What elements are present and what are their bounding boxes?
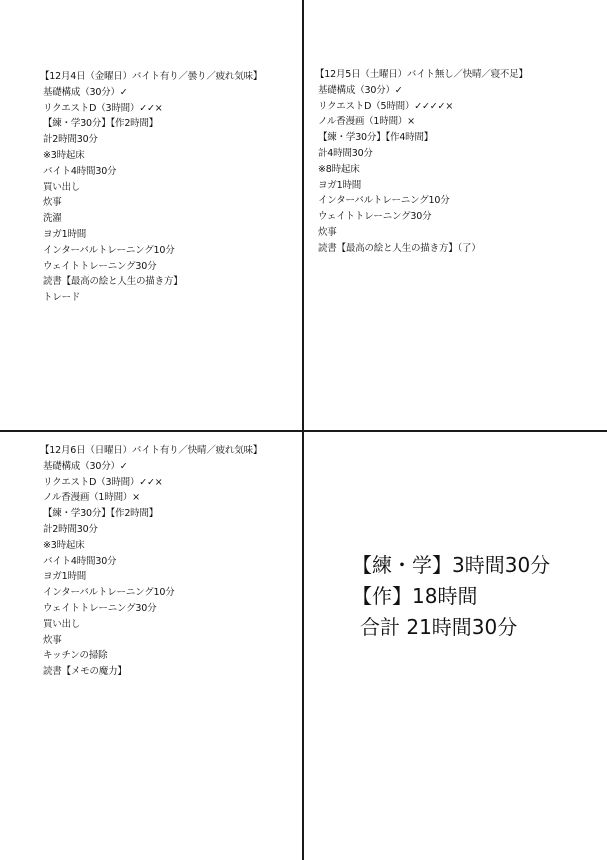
entry-line: 【練・学30分】【作2時間】	[43, 118, 159, 130]
entry-line: 【練・学30分】【作2時間】	[43, 508, 159, 520]
entry-line: インターバルトレーニング10分	[43, 244, 175, 256]
entry-line: 読書【メモの魔力】	[43, 666, 127, 678]
entry-line: キッチンの掃除	[43, 650, 108, 662]
entry-line: 炊事	[318, 226, 337, 238]
entry-line: ウェイトトレーニング30分	[43, 602, 157, 614]
entry-line: ヨガ1時間	[318, 179, 362, 191]
horizontal-divider	[0, 430, 607, 432]
entry-line: 買い出し	[43, 181, 81, 193]
entry-line: インターバルトレーニング10分	[43, 587, 175, 599]
entry-line: 基礎構成（30分）✓	[318, 84, 403, 96]
entry-line: リクエストD（3時間）✓✓×	[43, 102, 163, 114]
entry-line: バイト4時間30分	[43, 555, 117, 567]
entry-line: ※3時起床	[43, 149, 85, 161]
entry-header: 【12月4日（金曜日）バイト有り／曇り／疲れ気味】	[40, 71, 263, 82]
entry-line: 【練・学30分】【作4時間】	[318, 132, 434, 144]
entry-line: ウェイトトレーニング30分	[43, 260, 157, 272]
weekly-summary	[352, 550, 550, 643]
entry-line: 計2時間30分	[43, 134, 98, 146]
summary-total: 合計 21時間30分	[360, 615, 518, 639]
entry-line: 読書【最高の絵と人生の描き方】（了）	[318, 242, 481, 254]
entry-header: 【12月6日（日曜日）バイト有り／快晴／疲れ気味】	[40, 445, 263, 456]
entry-line: 基礎構成（30分）✓	[43, 460, 128, 472]
entry-line: 買い出し	[43, 618, 81, 630]
entry-line: ウェイトトレーニング30分	[318, 211, 432, 223]
summary-practice-study: 【練・学】3時間30分	[352, 553, 551, 577]
entry-line: 計4時間30分	[318, 147, 373, 159]
journal-entry-dec-5	[315, 67, 528, 257]
entry-line: 炊事	[43, 634, 62, 646]
entry-line: 洗濯	[43, 213, 62, 225]
entry-header: 【12月5日（土曜日）バイト無し／快晴／寝不足】	[315, 69, 528, 80]
entry-line: 炊事	[43, 197, 62, 209]
entry-line: ※3時起床	[43, 539, 85, 551]
entry-line: トレード	[43, 292, 81, 304]
entry-line: インターバルトレーニング10分	[318, 195, 450, 207]
entry-line: ヨガ1時間	[43, 571, 87, 583]
entry-line: 基礎構成（30分）✓	[43, 86, 128, 98]
entry-line: ヨガ1時間	[43, 228, 87, 240]
entry-line: バイト4時間30分	[43, 165, 117, 177]
entry-line: 読書【最高の絵と人生の描き方】	[43, 276, 183, 288]
entry-line: ※8時起床	[318, 163, 360, 175]
entry-line: ノル香漫画（1時間）×	[318, 116, 415, 128]
entry-line: リクエストD（5時間）✓✓✓✓×	[318, 100, 454, 112]
entry-line: 計2時間30分	[43, 523, 98, 535]
entry-line: リクエストD（3時間）✓✓×	[43, 476, 163, 488]
journal-entry-dec-6	[40, 443, 263, 680]
summary-work: 【作】18時間	[352, 584, 478, 608]
journal-entry-dec-4	[40, 69, 263, 306]
entry-line: ノル香漫画（1時間）×	[43, 492, 140, 504]
